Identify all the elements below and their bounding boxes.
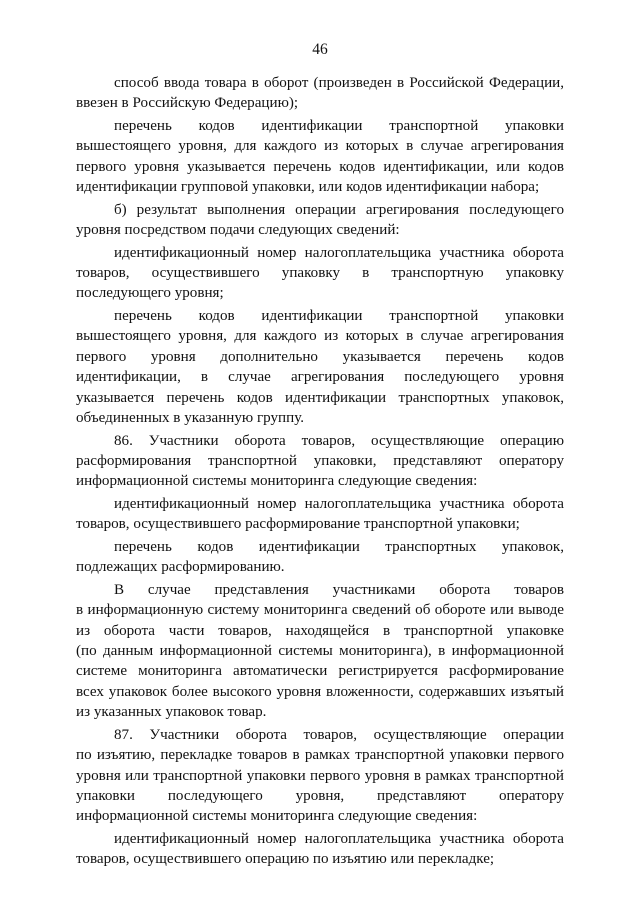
text-line: объединенных в указанную группу. [76,410,305,426]
text-line: первого уровня указывается перечень кодов идентификации, или кодов [76,158,564,175]
text-line: упаковки последующего уровня, представляют оператору [76,787,564,804]
text-line: товаров, осуществившего операцию по изъятию или перекладке; [76,851,495,868]
page-number: 46 [312,41,328,58]
paragraph-p2 [76,116,564,198]
text-line: системе мониторинга автоматически регистрируется расформирование [76,663,564,680]
text-line: идентификации групповой упаковки, или кодов идентификации набора; [76,179,540,196]
text-line: способ ввода товара в оборот (произведен в Российской Федерации, [114,75,564,91]
text-line: 86. Участники оборота товаров, осуществляющие операцию [114,432,564,449]
text-line: идентификационный номер налогоплательщика участника оборота [114,244,564,261]
paragraph-p8 [76,537,564,578]
text-line: б) результат выполнения операции агрегирования последующего [114,201,564,218]
text-line: вышестоящего уровня, для каждого из которых в случае агрегирования [76,328,564,345]
text-line: 87. Участники оборота товаров, осуществляющие операции [114,726,564,743]
text-line: в информационную систему мониторинга сведений об обороте или выводе [76,602,564,619]
text-line: уровня посредством подачи следующих сведений: [76,222,400,239]
text-line: по изъятию, перекладке товаров в рамках транспортной упаковки первого [76,747,564,764]
text-line: информационной системы мониторинга следующие сведения: [76,473,478,490]
paragraph-p10 [76,725,564,827]
text-line: товаров, осуществившего расформирование транспортной упаковки; [76,516,520,533]
text-line: последующего уровня; [76,285,224,302]
text-line: всех упаковок более высокого уровня вложенности, содержавших изъятый [76,683,564,700]
text-line: товаров, осуществившего упаковку в транспортную упаковку [76,265,564,282]
text-line: идентификационный номер налогоплательщика участника оборота [114,495,564,512]
text-line: из указанных упаковок товар. [76,704,267,721]
document-body [76,73,564,870]
text-line: перечень кодов идентификации транспортной упаковки [114,117,564,134]
text-line: идентификации, в случае агрегирования последующего уровня [76,369,564,386]
paragraph-p5 [76,306,564,428]
paragraph-p3 [76,200,564,241]
text-line: В случае представления участниками оборота товаров [114,581,564,598]
paragraph-p4 [76,243,564,304]
paragraph-p11 [76,829,564,870]
paragraph-p6 [76,431,564,492]
text-line: перечень кодов идентификации транспортной упаковки [114,308,564,325]
text-line: (по данным информационной системы мониторинга), в информационной [76,643,564,660]
text-line: идентификационный номер налогоплательщика участника оборота [114,830,564,847]
text-line: информационной системы мониторинга следующие сведения: [76,808,478,825]
text-line: первого уровня дополнительно указывается перечень кодов [76,348,564,365]
paragraph-p7 [76,494,564,535]
text-line: из оборота части товаров, находящейся в транспортной упаковке [76,622,564,639]
text-line: вышестоящего уровня, для каждого из которых в случае агрегирования [76,138,564,155]
text-line: уровня или транспортной упаковки первого уровня в рамках транспортной [76,767,564,784]
text-line: расформирования транспортной упаковки, представляют оператору [76,452,564,469]
text-line: ввезен в Российскую Федерацию); [76,95,299,112]
paragraph-p9 [76,580,564,723]
text-line: подлежащих расформированию. [76,559,285,576]
paragraph-p1 [76,73,564,114]
text-line: перечень кодов идентификации транспортных упаковок, [114,538,564,555]
text-line: указывается перечень кодов идентификации транспортных упаковок, [76,389,564,406]
